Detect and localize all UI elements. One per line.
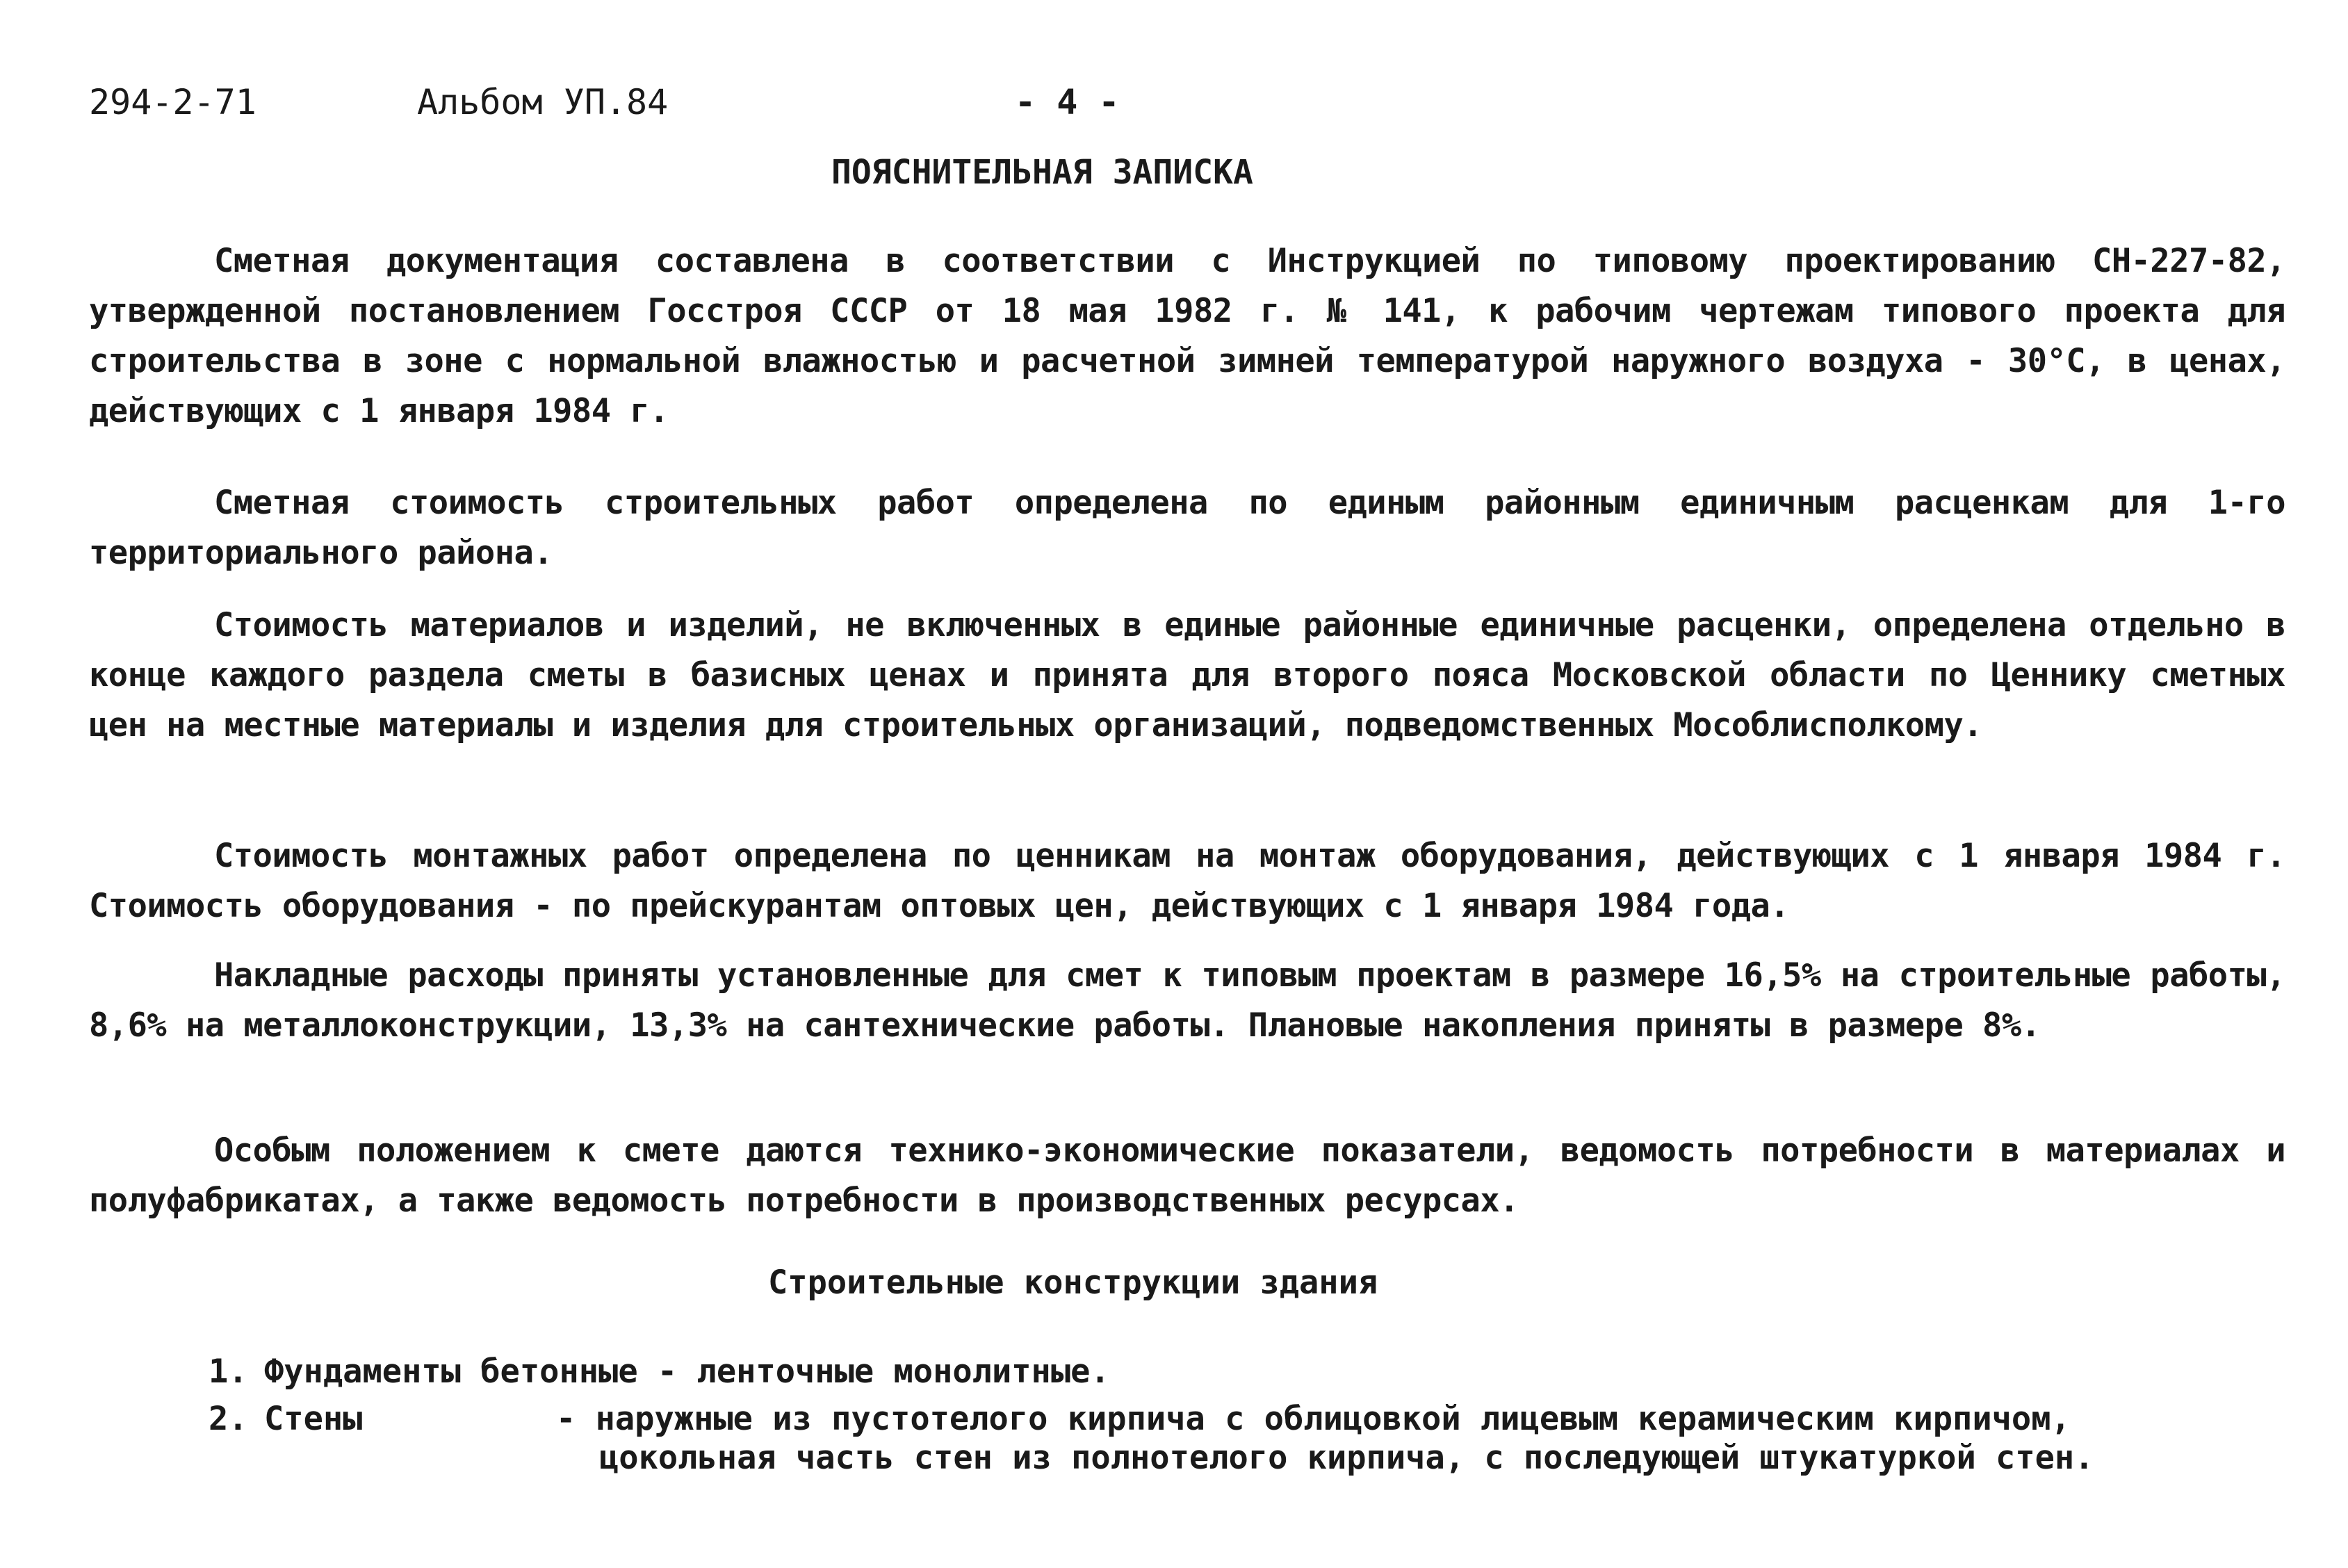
paragraph-installation-cost: Стоимость монтажных работ определена по ценникам на монтаж оборудования, действующих с 1 января 1984 г. Стоимость оборудования - по прейскурантам оптовых цен, действующих с 1 января 1984 года. [89, 837, 2285, 925]
list-item [209, 1400, 362, 1439]
list-item-text-line: цокольная часть стен из полнотелого кирпича, с последующей штукатуркой стен. [599, 1439, 2094, 1477]
document-code: 294-2-71 [89, 82, 256, 122]
list-item-label: Стены [264, 1400, 363, 1438]
paragraph-attachments: Особым положением к смете даются технико-экономические показатели, ведомость потребности в материалах и полуфабрикатах, а также ведомость потребности в производственных ресурсах. [89, 1132, 2285, 1220]
list-item-text-line: - наружные из пустотелого кирпича с облицовкой лицевым керамическим кирпичом, [556, 1400, 2071, 1438]
paragraph-documentation: Сметная документация составлена в соответствии с Инструкцией по типовому проектированию СН-227-82, утвержденной постановлением Госстроя СССР от 18 мая 1982 г. № 141, к рабочим чертежам типового проекта для строительства в зоне с нормальной влажностью и расчетной зимней температурой наружного воздуха - 30°С, в ценах, действующих с 1 января 1984 г. [89, 242, 2285, 430]
list-item-number: 2. [209, 1400, 248, 1438]
section-title: Строительные конструкции здания [768, 1264, 1378, 1302]
paragraph-overheads: Накладные расходы приняты установленные для смет к типовым проектам в размере 16,5% на строительные работы, 8,6% на металлоконструкции, 13,3% на сантехнические работы. Плановые накопления приняты в размере 8%. [89, 956, 2285, 1045]
paragraph-materials-cost: Стоимость материалов и изделий, не включенных в единые районные единичные расценки, определена отдельно в конце каждого раздела сметы в базисных ценах и принята для второго пояса Московской области по Ценнику сметных цен на местные материалы и изделия для строительных организаций, подведомственных Мособлисполкому. [89, 606, 2285, 744]
list-item [209, 1353, 1110, 1391]
album-number: Альбом УП.84 [417, 82, 669, 122]
page-number: - 4 - [1015, 82, 1120, 122]
document-title: ПОЯСНИТЕЛЬНАЯ ЗАПИСКА [831, 153, 1253, 192]
paragraph-construction-cost: Сметная стоимость строительных работ определена по единым районным единичным расценкам для 1-го территориального района. [89, 484, 2285, 572]
list-item-number: 1. [209, 1353, 248, 1391]
list-item-text: Фундаменты бетонные - ленточные монолитные. [264, 1353, 1110, 1391]
